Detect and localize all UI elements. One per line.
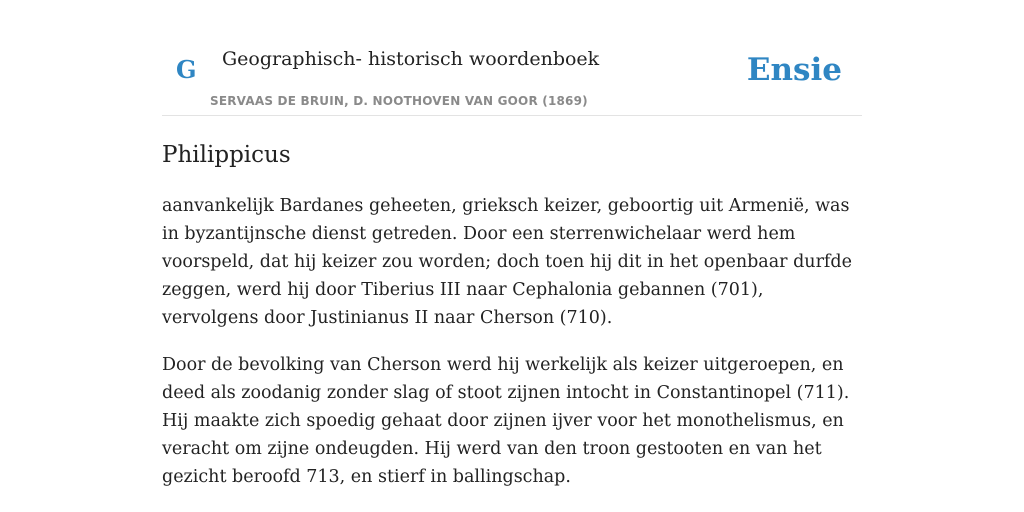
ensie-logo-link[interactable]: Ensie — [746, 52, 842, 88]
entry-title: Philippicus — [162, 142, 291, 168]
book-title[interactable]: Geographisch- historisch woordenboek — [222, 48, 600, 70]
entry-body — [162, 192, 862, 510]
book-header — [162, 40, 862, 116]
book-letter-logo: G — [176, 55, 197, 84]
entry-paragraph: aanvankelijk Bardanes geheeten, grieksch keizer, geboortig uit Armenië, was in byzantijnsche dienst getreden. Door een sterrenwichelaar werd hem voorspeld, dat hij keizer zou worden; doch toen hij dit in het openbaar durfde zeggen, werd hij door Tiberius III naar Cephalonia gebannen (701), vervolgens door Justinianus II naar Cherson (710). — [162, 196, 852, 328]
book-authors: SERVAAS DE BRUIN, D. NOOTHOVEN VAN GOOR (1869) — [210, 94, 588, 108]
entry-paragraph: Door de bevolking van Cherson werd hij werkelijk als keizer uitgeroepen, en deed als zoodanig zonder slag of stoot zijnen intocht in Constantinopel (711). Hij maakte zich spoedig gehaat door zijnen ijver voor het monothelismus, en veracht om zijne ondeugden. Hij werd van den troon gestooten en van het gezicht beroofd 713, en stierf in ballingschap. — [162, 355, 850, 487]
